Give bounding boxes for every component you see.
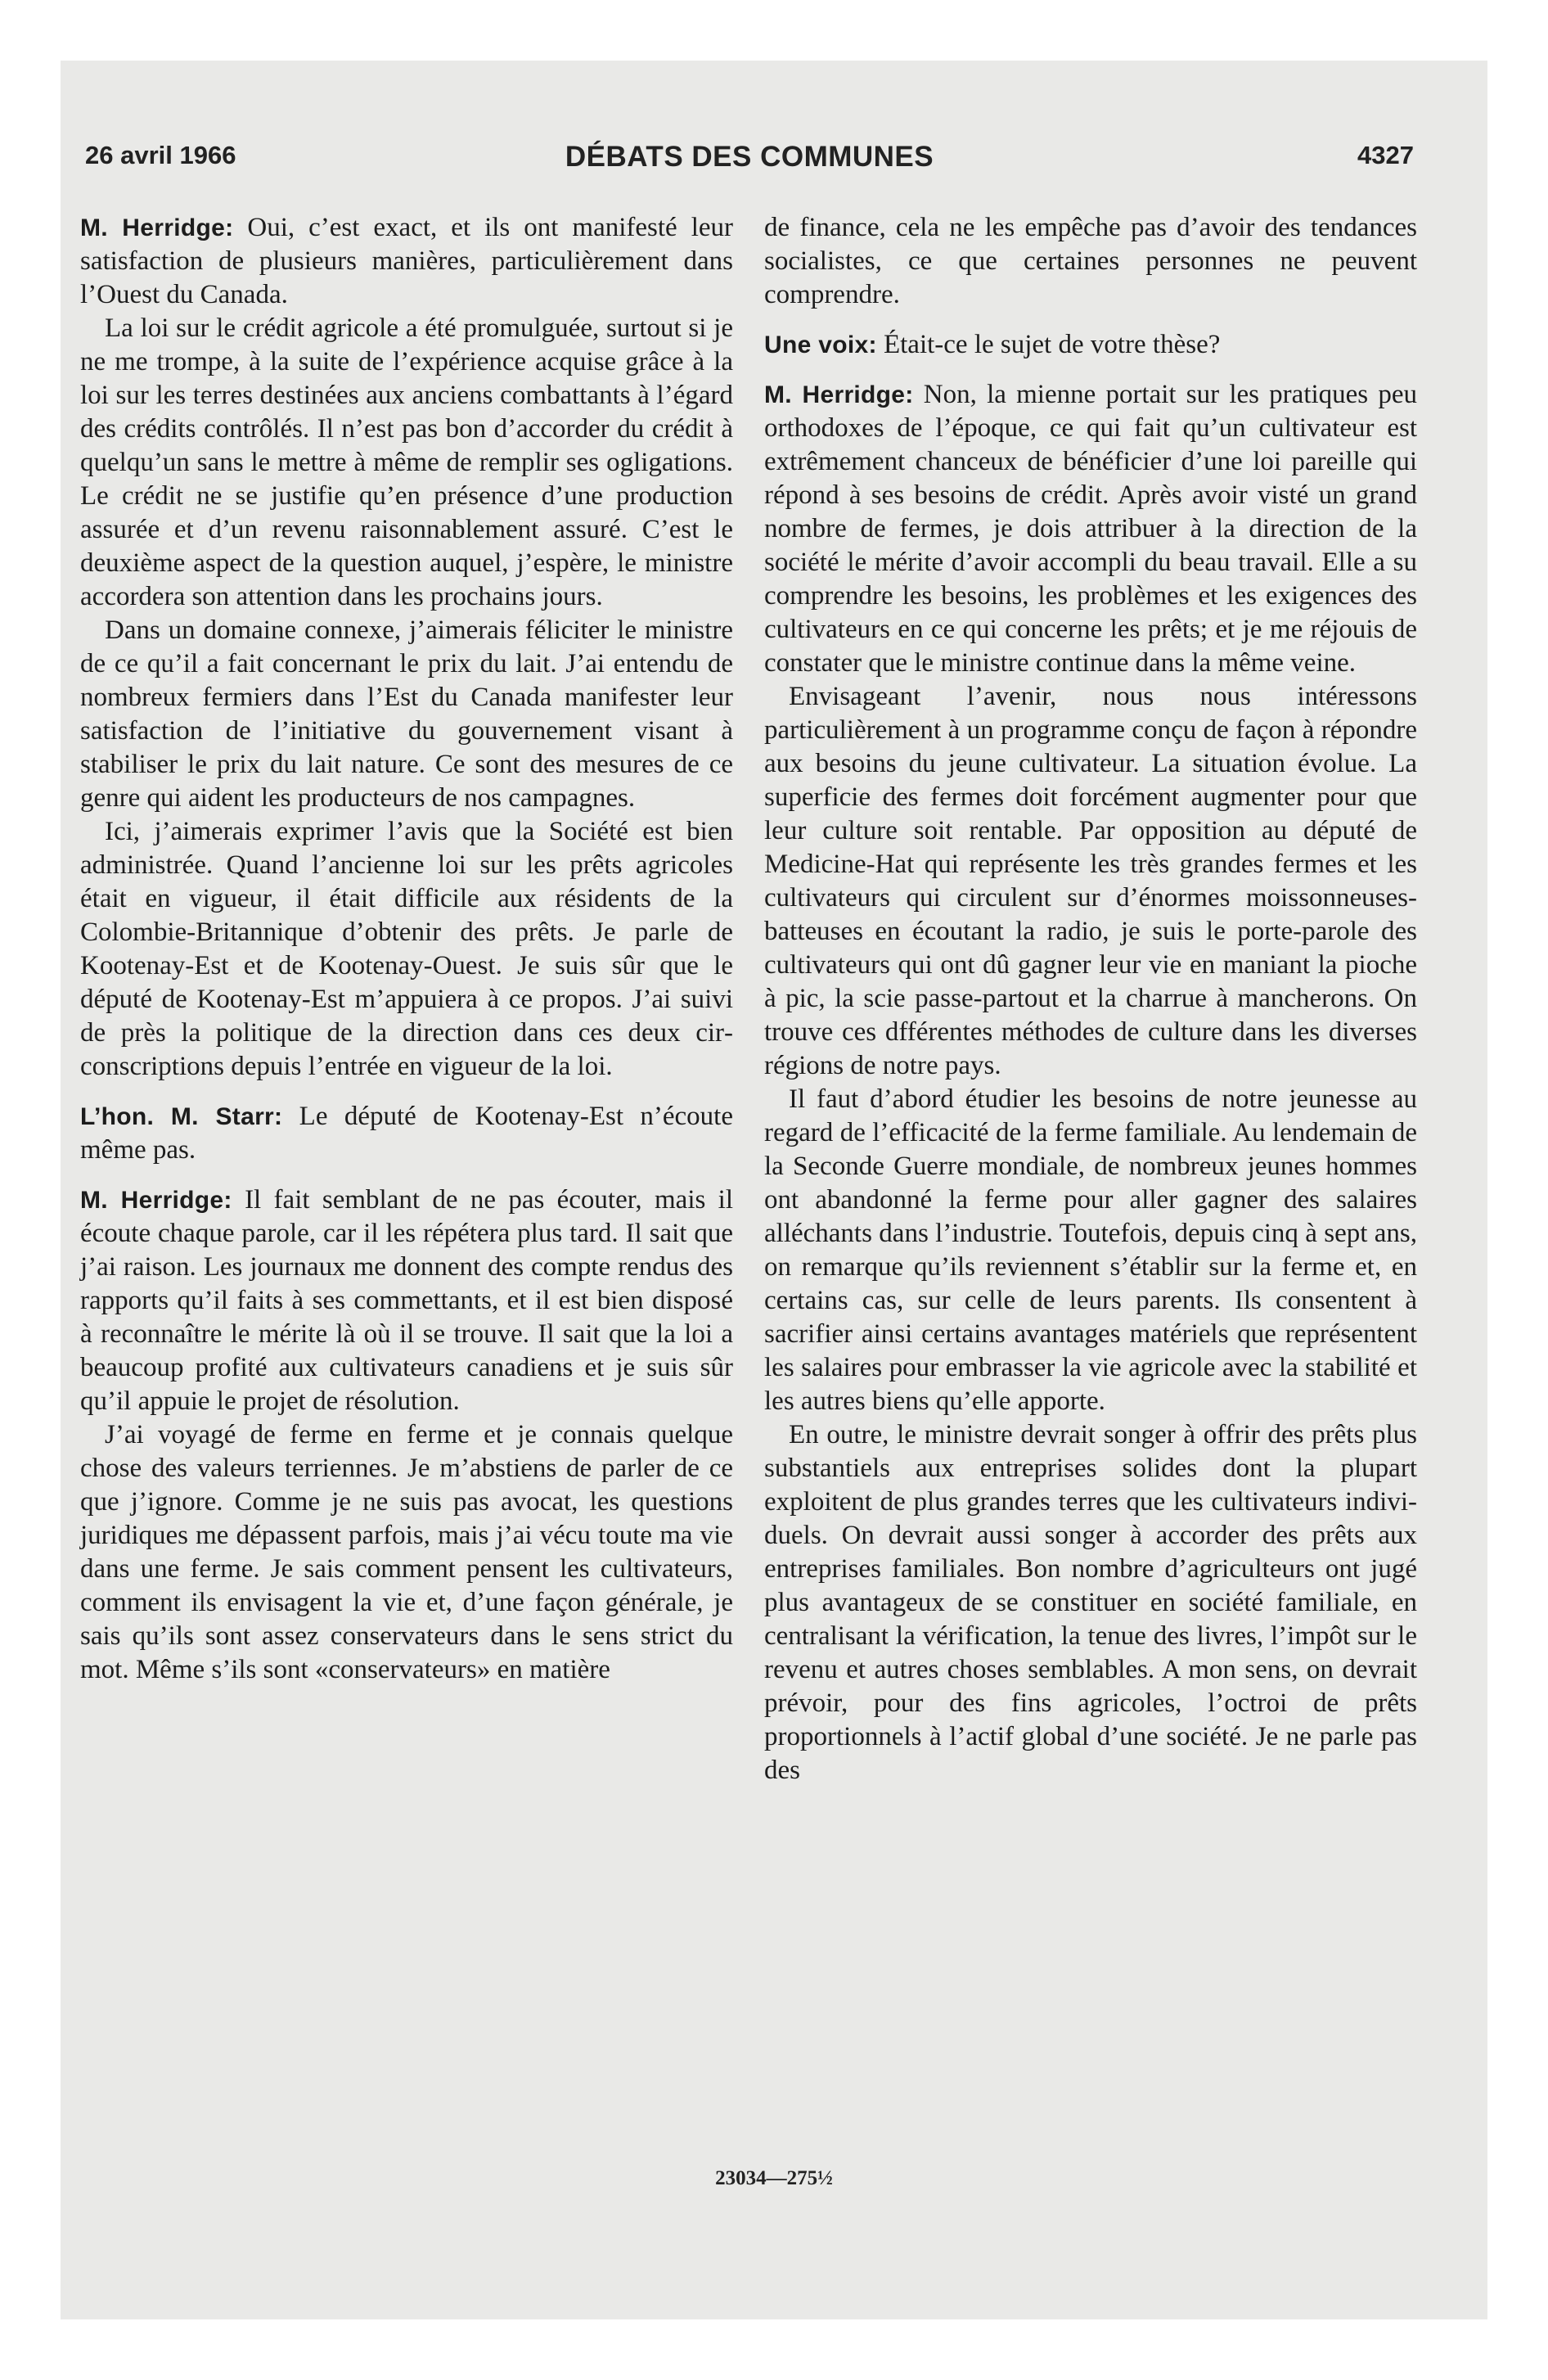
paragraph-text: Le député de Kootenay-Est n’écoute même pas. (80, 1102, 734, 1165)
speaker-name: M. Herridge: (764, 381, 914, 408)
paragraph-text: Était-ce le sujet de votre thèse? (883, 330, 1221, 359)
paragraph-text: En outre, le ministre devrait songer à offrir des prêts plus substantiels aux entreprises solides dont la plupart exploitent de plus grandes terres que les cultivateurs individuels. On devrait aussi songer à accorder des prêts aux entreprises familiales. Bon nombre d’agriculteurs ont jugé plus avantageux de se constituer en société familiale, en centralisant la vérification, la tenue des livres, l’impôt sur le revenu et autres choses semblables. A mon sens, on devrait prévoir, pour des fins agricoles, l’octroi de prêts proportionnels à l’actif global d’une société. Je ne parle pas des (764, 1420, 1417, 1785)
paragraph-text: de finance, cela ne les empêche pas d’avoir des tendances socialistes, ce que certaines personnes ne peuvent comprendre. (764, 213, 1417, 309)
paragraph (764, 378, 1417, 680)
paragraph-text: Il fait semblant de ne pas écouter, mais il écoute chaque parole, car il les répétera plus tard. Il sait que j’ai raison. Les journaux me donnent des compte rendus des rapports qu’il faits à ses commettants, et il est bien disposé à reconnaître le mérite là où il se trouve. Il sait que la loi a beaucoup profité aux cultivateurs canadiens et je suis sûr qu’il appuie le projet de résolution. (80, 1185, 734, 1416)
paragraph-text: J’ai voyagé de ferme en ferme et je connais quelque chose des valeurs terriennes. Je m’abstiens de parler de ce que j’ignore. Comme je ne suis pas avocat, les questions juridiques me dépassent parfois, mais j’ai vécu toute ma vie dans une ferme. Je sais comment pensent les cultivateurs, comment ils envisagent la vie et, d’une façon générale, je sais qu’ils sont assez conservateurs dans le sens strict du mot. Même s’ils sont «conservateurs» en matière (80, 1420, 733, 1684)
paragraph (764, 680, 1417, 1083)
speaker-name: M. Herridge: (80, 214, 234, 241)
paragraph-text: Oui, c’est exact, et ils ont manifesté leur satisfaction de plusieurs manières, particulièrement dans l’Ouest du Canada. (80, 213, 733, 309)
header-page-number: 4327 (1357, 141, 1414, 169)
paragraph (764, 211, 1417, 312)
paragraph (80, 1183, 733, 1418)
speaker-name: Une voix: (764, 331, 877, 358)
paragraph (764, 328, 1417, 362)
paragraph-text: Non, la mienne portait sur les pratiques peu orthodoxes de l’époque, ce qui fait qu’un cultivateur est extrêmement chanceux de bénéficier d’une loi pareille qui répond à ses besoins de crédit. Après avoir visté un grand nombre de fermes, je dois attribuer à la direction de la société le mérite d’avoir accompli du beau travail. Elle a su comprendre les besoins, les problèmes et les exigences des cultivateurs en ce qui concerne les prêts; et je me réjouis de constater que le ministre continue dans la même veine. (764, 380, 1417, 678)
header-date: 26 avril 1966 (85, 141, 236, 169)
paragraph-text: Envisageant l’avenir, nous nous intéressons particulièrement à un programme conçu de façon à répondre aux besoins du jeune cultivateur. La situation évolue. La superficie des fermes doit forcément augmenter pour que leur culture soit rentable. Par opposition au député de Medicine-Hat qui représente les très grandes fermes et les cultivateurs qui circulent sur d’énormes moissonneuses-batteuses en écoutant la radio, je suis le porte-parole des cultivateurs qui ont dû gagner leur vie en maniant la pioche à pic, la scie passe-partout et la charrue à mancherons. On trouve ces dfférentes méthodes de culture dans les diverses régions de notre pays. (764, 682, 1417, 1080)
left-column (80, 211, 733, 1687)
paragraph (80, 312, 733, 614)
paragraph (80, 211, 733, 312)
header-title: DÉBATS DES COMMUNES (565, 141, 934, 173)
speaker-name: M. Herridge: (80, 1187, 232, 1214)
right-column (764, 211, 1417, 1787)
paragraph (80, 614, 733, 815)
speaker-name: L’hon. M. Starr: (80, 1103, 283, 1130)
paragraph-text: Dans un domaine connexe, j’aimerais féliciter le ministre de ce qu’il a fait concernant le prix du lait. J’ai entendu de nombreux fermiers dans l’Est du Canada manifester leur satisfaction de l’initiative du gouvernement visant à stabiliser le prix du lait nature. Ce sont des mesures de ce genre qui aident les producteurs de nos campagnes. (80, 615, 733, 813)
page-header (85, 141, 1414, 182)
paragraph-text: La loi sur le crédit agricole a été promulguée, surtout si je ne me trompe, à la suite de l’expérience acquise grâce à la loi sur les terres destinées aux anciens combattants à l’égard des crédits contrôlés. Il n’est pas bon d’accorder du crédit à quelqu’un sans le mettre à même de remplir ses ogligations. Le crédit ne se justifie qu’en présence d’une production assurée et d’un revenu raisonnablement assuré. C’est le deuxième aspect de la question auquel, j’espère, le ministre accordera son attention dans les prochains jours. (80, 313, 733, 611)
page-footer-code: 23034—275½ (715, 2167, 833, 2189)
paragraph (80, 1100, 733, 1167)
paragraph-text: Ici, j’aimerais exprimer l’avis que la Société est bien administrée. Quand l’ancienne loi sur les prêts agricoles était en vigueur, il était difficile aux résidents de la Colombie-Britannique d’obtenir des prêts. Je parle de Kootenay-Est et de Kootenay-Ouest. Je suis sûr que le député de Kootenay-Est m’appuiera à ce propos. J’ai suivi de près la politique de la direction dans ces deux circonscriptions depuis l’entrée en vigueur de la loi. (80, 817, 733, 1081)
paragraph (80, 815, 733, 1084)
paragraph (764, 1418, 1417, 1787)
paragraph (80, 1418, 733, 1687)
paragraph (764, 1083, 1417, 1418)
paragraph-text: Il faut d’abord étudier les besoins de notre jeunesse au regard de l’efficacité de la ferme familiale. Au lendemain de la Seconde Guerre mondiale, de nombreux jeunes hommes ont abandonné la ferme pour aller gagner des salaires alléchants dans l’industrie. Toutefois, depuis cinq à sept ans, on remarque qu’ils reviennent s’établir sur la ferme et, en certains cas, sur celle de leurs parents. Ils consentent à sacrifier ainsi certains avantages matériels que représentent les salaires pour embrasser la vie agricole avec la stabilité et les autres biens qu’elle apporte. (764, 1084, 1417, 1416)
